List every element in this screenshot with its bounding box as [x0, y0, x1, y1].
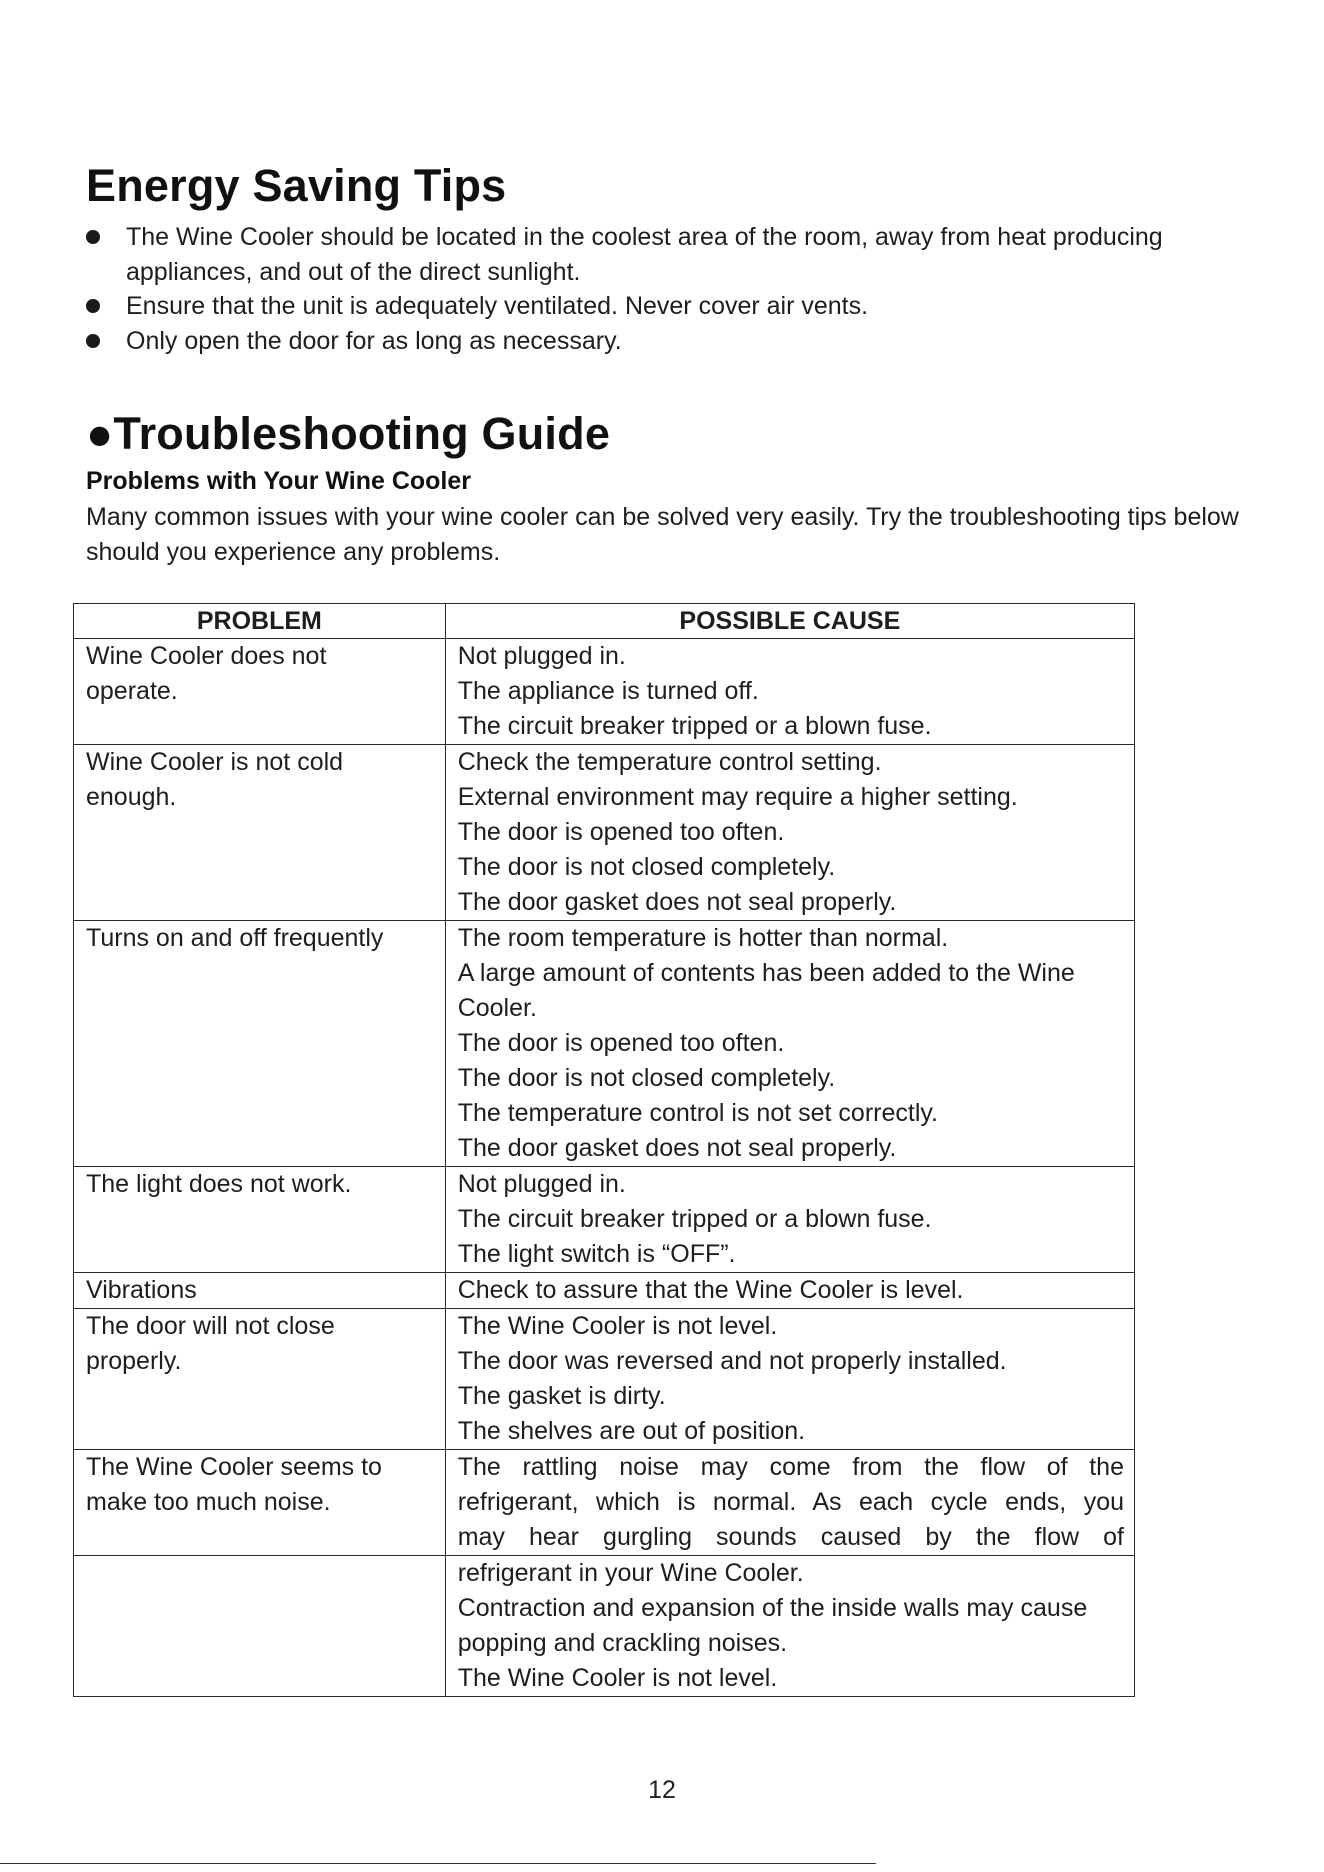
table-header-row [74, 604, 1135, 639]
cause-text: The door gasket does not seal properly. [457, 888, 897, 916]
cause-text: Not plugged in. [457, 642, 626, 670]
column-header-cause: POSSIBLE CAUSE [445, 604, 1134, 639]
cause-text: The door is opened too often. [457, 818, 785, 846]
cause-text: The door is not closed completely. [457, 853, 836, 881]
table-row [74, 1273, 1135, 1309]
intro-paragraph: Many common issues with your wine cooler can be solved very easily. Try the troubleshooting tips below should you experience any problems. [86, 503, 1239, 566]
cause-text: The Wine Cooler is not level. [457, 1664, 778, 1692]
list-item [86, 220, 1266, 289]
cause-cell [445, 1309, 1134, 1450]
troubleshooting-title: ●Troubleshooting Guide [86, 408, 611, 459]
cause-text: The door was reversed and not properly installed. [457, 1347, 1007, 1375]
problem-text: properly. [86, 1347, 182, 1375]
cause-text: popping and crackling noises. [457, 1629, 788, 1657]
problem-text: make too much noise. [86, 1488, 331, 1516]
cause-text: The rattling noise may come from the flow of the [457, 1453, 1124, 1481]
problem-cell [74, 1309, 446, 1450]
problem-cell [74, 1167, 446, 1273]
table-row [74, 1309, 1135, 1450]
table-row [74, 1167, 1135, 1273]
bullet-icon [86, 299, 100, 313]
bullet-icon [86, 230, 100, 244]
problem-text: The light does not work. [86, 1170, 352, 1198]
cause-text: Check the temperature control setting. [457, 748, 882, 776]
cause-text: The temperature control is not set correctly. [457, 1099, 938, 1127]
cause-text: Cooler. [457, 994, 537, 1022]
problem-text: Turns on and off frequently [86, 924, 384, 952]
cause-text: The door is not closed completely. [457, 1064, 836, 1092]
problem-cell [74, 1273, 446, 1309]
tip-text: Ensure that the unit is adequately ventilated. Never cover air vents. [126, 292, 869, 320]
cause-text: The door is opened too often. [457, 1029, 785, 1057]
problem-cell [74, 1450, 446, 1556]
cause-cell [445, 1273, 1134, 1309]
table-row [74, 745, 1135, 921]
cause-cell [445, 1167, 1134, 1273]
footer-divider [0, 1863, 876, 1864]
cause-cell [445, 921, 1134, 1167]
problem-cell [74, 921, 446, 1167]
tip-text: The Wine Cooler should be located in the coolest area of the room, away from heat producing appliances, and out of the direct sunlight. [126, 223, 1163, 286]
cause-text: The light switch is “OFF”. [457, 1240, 736, 1268]
table-row [74, 1450, 1135, 1556]
cause-text: The door gasket does not seal properly. [457, 1134, 897, 1162]
cause-cell [445, 1450, 1134, 1556]
troubleshooting-table [73, 603, 1135, 1697]
table-row [74, 639, 1135, 745]
cause-text: The circuit breaker tripped or a blown fuse. [457, 1205, 932, 1233]
cause-text: The Wine Cooler is not level. [457, 1312, 778, 1340]
problem-text: The door will not close [86, 1312, 335, 1340]
page-number: 12 [648, 1776, 676, 1804]
cause-text: Check to assure that the Wine Cooler is level. [457, 1276, 964, 1304]
problem-text: Wine Cooler is not cold [86, 748, 344, 776]
table-row [74, 921, 1135, 1167]
cause-text: The shelves are out of position. [457, 1417, 806, 1445]
problem-text: operate. [86, 677, 178, 705]
problem-cell [74, 1556, 446, 1697]
cause-cell [445, 1556, 1134, 1697]
table-row [74, 1556, 1135, 1697]
cause-text: may hear gurgling sounds caused by the flow of [457, 1523, 1124, 1551]
cause-text: The appliance is turned off. [457, 677, 759, 705]
energy-saving-title: Energy Saving Tips [86, 160, 507, 211]
cause-text: Contraction and expansion of the inside walls may cause [457, 1594, 1088, 1622]
cause-text: The room temperature is hotter than normal. [457, 924, 949, 952]
bullet-icon [86, 334, 100, 348]
cause-text: A large amount of contents has been added to the Wine [457, 959, 1075, 987]
problem-cell [74, 639, 446, 745]
cause-text: External environment may require a higher setting. [457, 783, 1018, 811]
cause-text: Not plugged in. [457, 1170, 626, 1198]
problem-text: Wine Cooler does not [86, 642, 327, 670]
problems-subheading: Problems with Your Wine Cooler [86, 467, 472, 495]
table-body [74, 639, 1135, 1697]
problem-text: enough. [86, 783, 177, 811]
cause-text: The gasket is dirty. [457, 1382, 666, 1410]
cause-cell [445, 639, 1134, 745]
cause-text: refrigerant in your Wine Cooler. [457, 1559, 804, 1587]
cause-text: refrigerant, which is normal. As each cycle ends, you [457, 1488, 1124, 1516]
list-item [86, 324, 1266, 359]
column-header-problem: PROBLEM [74, 604, 446, 639]
cause-text: The circuit breaker tripped or a blown fuse. [457, 712, 932, 740]
energy-tips-list [86, 220, 1266, 358]
tip-text: Only open the door for as long as necessary. [126, 326, 622, 355]
problem-text: The Wine Cooler seems to [86, 1453, 382, 1481]
problem-cell [74, 745, 446, 921]
problem-text: Vibrations [86, 1276, 197, 1304]
cause-cell [445, 745, 1134, 921]
list-item [86, 289, 1266, 324]
